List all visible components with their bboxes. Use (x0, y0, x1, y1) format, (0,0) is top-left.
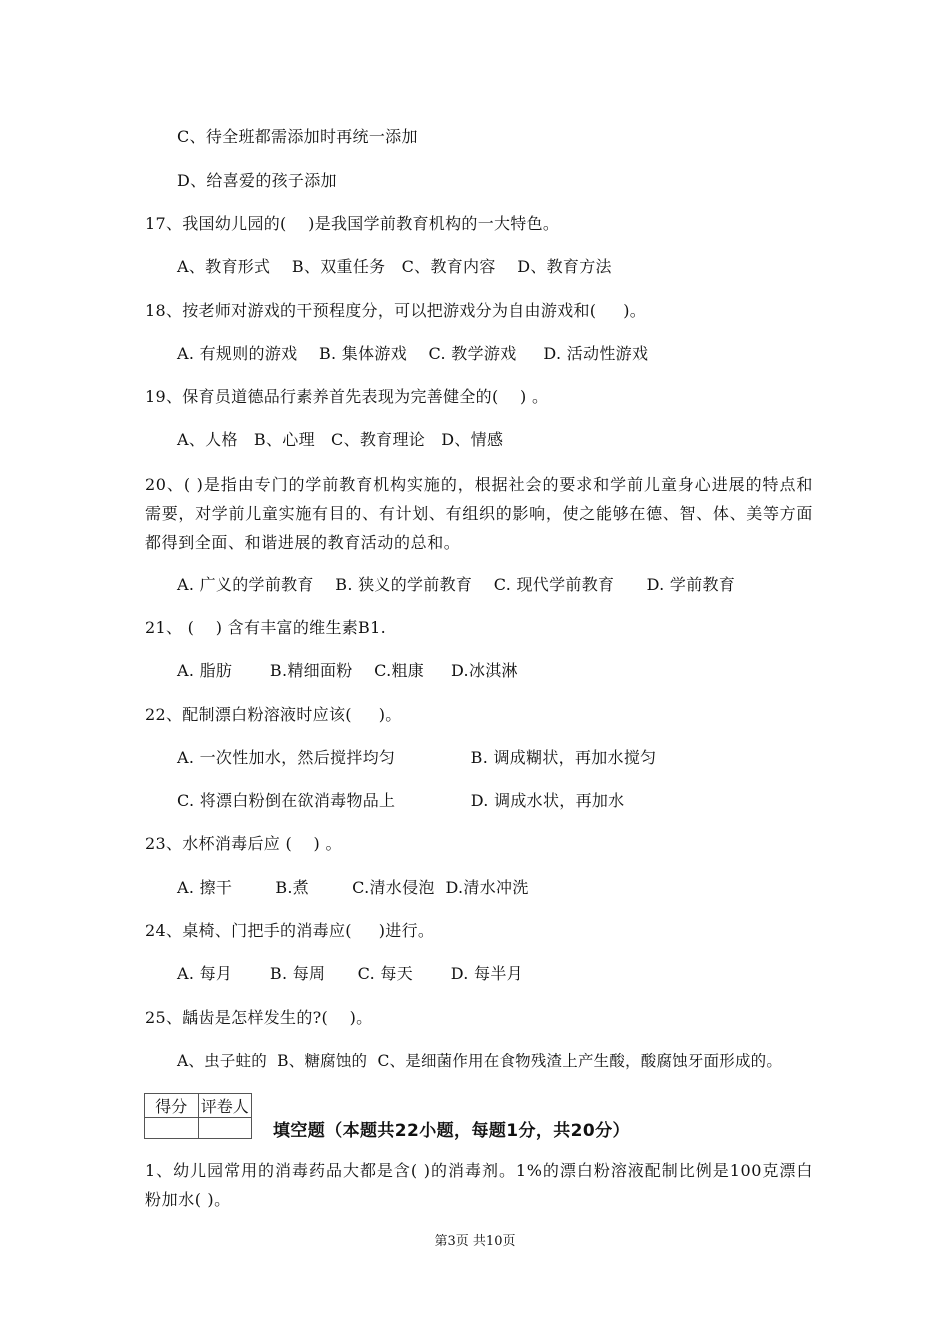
options-q22-cd: C. 将漂白粉倒在欲消毒物品上 D. 调成水状，再加水 (177, 791, 625, 810)
question-22: 22、配制漂白粉溶液时应该( )。 (145, 705, 402, 724)
options-q24: A. 每月 B. 每周 C. 每天 D. 每半月 (177, 964, 523, 983)
options-q18: A. 有规则的游戏 B. 集体游戏 C. 教学游戏 D. 活动性游戏 (177, 344, 649, 363)
fill-question-1: 1、幼儿园常用的消毒药品大都是含( )的消毒剂。1%的漂白粉溶液配制比例是100克漂白粉加水( )。 (145, 1161, 813, 1209)
options-q17: A、教育形式 B、双重任务 C、教育内容 D、教育方法 (177, 257, 612, 276)
question-19: 19、保育员道德品行素养首先表现为完善健全的( ) 。 (145, 387, 549, 406)
question-24: 24、桌椅、门把手的消毒应( )进行。 (145, 921, 435, 940)
question-18: 18、按老师对游戏的干预程度分，可以把游戏分为自由游戏和( )。 (145, 301, 647, 320)
option-d-q16: D、给喜爱的孩子添加 (177, 171, 337, 190)
grader-label: 评卷人 (198, 1094, 252, 1118)
grader-cell (198, 1118, 252, 1139)
option-c-q16: C、待全班都需添加时再统一添加 (177, 127, 418, 146)
options-q20: A. 广义的学前教育 B. 狭义的学前教育 C. 现代学前教育 D. 学前教育 (177, 575, 736, 594)
page-footer: 第3页 共10页 (434, 1234, 516, 1249)
question-21: 21、 ( ) 含有丰富的维生素B1. (145, 618, 386, 637)
options-q21: A. 脂肪 B.精细面粉 C.粗康 D.冰淇淋 (177, 661, 518, 680)
options-q23: A. 擦干 B.煮 C.清水侵泡 D.清水冲洗 (177, 878, 529, 897)
options-q22-ab: A. 一次性加水，然后搅拌均匀 B. 调成糊状，再加水搅匀 (177, 748, 657, 767)
question-20: 20、( )是指由专门的学前教育机构实施的，根据社会的要求和学前儿童身心进展的特点和需要，对学前儿童实施有目的、有计划、有组织的影响，使之能够在德、智、体、美等方面都得到全面、和谐进展的教育活动的总和。 (145, 475, 813, 552)
score-box (144, 1093, 252, 1139)
question-17: 17、我国幼儿园的( )是我国学前教育机构的一大特色。 (145, 214, 560, 233)
options-q19: A、人格 B、心理 C、教育理论 D、情感 (177, 430, 504, 449)
score-cell (145, 1118, 199, 1139)
score-label: 得分 (145, 1094, 199, 1118)
options-q25: A、虫子蛀的 B、糖腐蚀的 C、是细菌作用在食物残渣上产生酸，酸腐蚀牙面形成的。 (177, 1052, 783, 1070)
question-23: 23、水杯消毒后应 ( ) 。 (145, 834, 342, 853)
question-25: 25、龋齿是怎样发生的?( )。 (145, 1008, 373, 1027)
section-title: 填空题（本题共22小题，每题1分，共20分） (273, 1121, 630, 1141)
